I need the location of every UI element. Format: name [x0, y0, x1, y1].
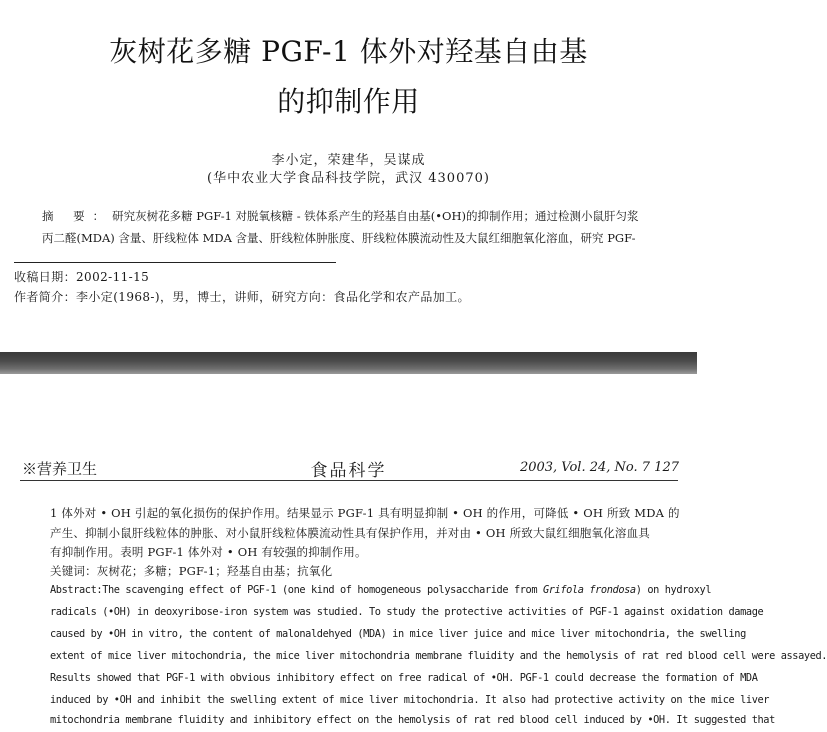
page-bottom	[0, 374, 827, 732]
issue-info: 2003, Vol. 24, No. 7 127	[519, 460, 679, 475]
abstract-en-line: induced by •OH and inhibit the swelling extent of mice liver mitochondria. It also had protective activity on the mice liver	[50, 694, 770, 706]
section-label: ※营养卫生	[22, 460, 98, 478]
abstract-en-line: extent of mice liver mitochondria, the mice liver mitochondria membrane fluidity and the hemolysis of rat red blood cell were assayed.	[50, 650, 827, 662]
footnote-divider	[14, 262, 336, 263]
header-divider	[20, 480, 678, 481]
abstract-text-1: 研究灰树花多糖 PGF-1 对脱氧核糖 - 铁体系产生的羟基自由基(•OH)的抑制作用；通过检测小鼠肝匀浆	[112, 209, 639, 223]
received-date: 收稿日期：2002-11-15	[14, 270, 150, 284]
abstract-en-post: ) on hydroxyl	[635, 584, 712, 596]
title-line-2: 的抑制作用	[277, 85, 420, 118]
authors: 李小定，荣建华，吴谋成	[271, 153, 426, 168]
cn-text-line: 有抑制作用。表明 PGF-1 体外对 • OH 有较强的抑制作用。	[50, 545, 367, 559]
affiliation: (华中农业大学食品科技学院，武汉 430070)	[207, 171, 490, 186]
species-name: Grifola frondosa	[542, 584, 636, 596]
abstract-en-pre: Abstract:The scavenging effect of PGF-1 (one kind of homogeneous polysaccharide from	[50, 584, 543, 596]
abstract-en-line: Results showed that PGF-1 with obvious inhibitory effect on free radical of •OH. PGF-1 could decrease the formation of MDA	[50, 672, 758, 684]
abstract-en-line: mitochondria membrane fluidity and inhibitory effect on the hemolysis of rat red blood cell induced by •OH. It suggested that	[50, 714, 775, 726]
cn-text-line: 产生、抑制小鼠肝线粒体的肿胀、对小鼠肝线粒体膜流动性具有保护作用，并对由 • OH 所致大鼠红细胞氧化溶血具	[50, 526, 651, 540]
abstract-en-line: caused by •OH in vitro, the content of malonaldehyed (MDA) in mice liver juice and mice liver mitochondria, the swelling	[50, 628, 746, 640]
keywords: 关键词：灰树花；多糖；PGF-1；羟基自由基；抗氧化	[50, 564, 333, 578]
author-bio: 作者简介：李小定(1968-)，男，博士，讲师，研究方向：食品化学和农产品加工。	[14, 290, 470, 304]
abstract-en-line-1	[50, 584, 712, 596]
journal-name: 食品科学	[310, 461, 387, 481]
cn-text-line: 1 体外对 • OH 引起的氧化损伤的保护作用。结果显示 PGF-1 具有明显抑制 • OH 的作用，可降低 • OH 所致 MDA 的	[50, 506, 680, 520]
abstract-en-line: radicals (•OH) in deoxyribose-iron system was studied. To study the protective activities of PGF-1 against oxidation damage	[50, 606, 764, 618]
title-line-1: 灰树花多糖 PGF-1 体外对羟基自由基	[109, 35, 588, 68]
page-separator	[0, 352, 697, 374]
abstract-cn-line-2: 丙二醛(MDA) 含量、肝线粒体 MDA 含量、肝线粒体肿胀度、肝线粒体膜流动性及大鼠红细胞氧化溶血，研究 PGF-	[42, 231, 636, 245]
abstract-cn-line-1	[42, 205, 662, 227]
page-top	[0, 0, 697, 352]
abstract-label: 摘 要：	[42, 209, 113, 223]
